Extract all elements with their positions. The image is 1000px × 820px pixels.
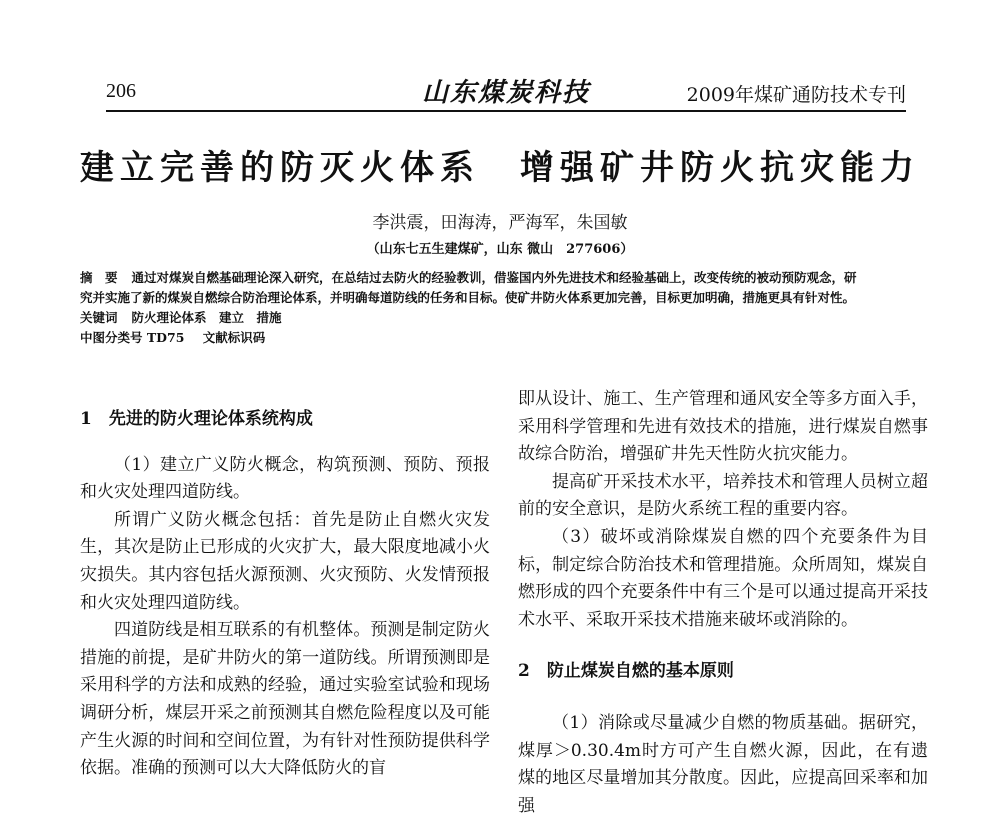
keywords-text: 防火理论体系 建立 措施 <box>131 310 282 325</box>
right-column <box>518 386 928 820</box>
doc-code-label: 文献标识码 <box>202 330 266 345</box>
abstract-line-2: 究并实施了新的煤炭自燃综合防治理论体系，并明确每道防线的任务和目标。使矿井防火体系更加完善，目标更加明确，措施更具有针对性。 <box>80 290 856 305</box>
right-paragraph-1: 即从设计、施工、生产管理和通风安全等多方面入手，采用科学管理和先进有效技术的措施，进行煤炭自燃事故综合防治，增强矿井先天性防火抗灾能力。 <box>518 389 928 465</box>
keywords-label: 关键词 <box>80 310 118 325</box>
journal-name: 山东煤炭科技 <box>421 78 590 108</box>
section-1-heading: 1 先进的防火理论体系统构成 <box>80 409 313 429</box>
keywords-line <box>80 308 920 328</box>
classification-label: 中图分类号 <box>80 330 143 345</box>
right-paragraph-4: （1）消除或尽量减少自燃的物质基础。据研究，煤厚＞0.30.4m时方可产生自燃火源，因此，在有遗煤的地区尽量增加其分散度。因此，应提高回采率和加强 <box>518 712 928 816</box>
left-paragraph-2: 所谓广义防火概念包括：首先是防止自燃火灾发生，其次是防止已形成的火灾扩大，最大限度地减小火灾损失。其内容包括火源预测、火灾预防、火发情预报和火灾处理四道防线。 <box>80 509 490 613</box>
article-title: 建立完善的防灭火体系 增强矿井防火抗灾能力 <box>80 148 920 188</box>
classification-value: TD75 <box>146 330 185 345</box>
left-paragraph-1: （1）建立广义防火概念，构筑预测、预防、预报和火灾处理四道防线。 <box>80 454 490 503</box>
classification-line <box>80 328 920 348</box>
header-rule <box>106 110 906 112</box>
right-paragraph-2: 提高矿开采技术水平，培养技术和管理人员树立超前的安全意识，是防火系统工程的重要内容。 <box>518 471 928 520</box>
authors: 李洪震，田海涛，严海军，朱国敏 <box>372 213 628 233</box>
left-paragraph-3: 四道防线是相互联系的有机整体。预测是制定防火措施的前提，是矿井防火的第一道防线。所谓预测即是采用科学的方法和成熟的经验，通过实验室试验和现场调研分析，煤层开采之前预测其自燃危险程度以及可能产生火源的时间和空间位置，为有针对性预防提供科学依据。准确的预测可以大大降低防火的盲 <box>80 620 490 779</box>
section-2-heading: 2 防止煤炭自燃的基本原则 <box>518 661 734 682</box>
page-header <box>106 72 906 108</box>
affiliation: （山东七五生建煤矿，山东 微山 277606） <box>366 242 634 257</box>
right-paragraph-3: （3）破坏或消除煤炭自燃的四个充要条件为目标，制定综合防治技术和管理措施。众所周知，煤炭自燃形成的四个充要条件中有三个是可以通过提高开采技术水平、采取开采技术措施来破坏或消除的。 <box>518 526 928 630</box>
abstract-block <box>80 268 920 348</box>
page-number: 206 <box>106 80 136 102</box>
abstract-line-1 <box>80 268 920 288</box>
left-column <box>80 388 490 783</box>
issue-title: 2009年煤矿通防技术专刊 <box>686 84 906 106</box>
abstract-label: 摘 要 <box>80 270 118 285</box>
abstract-text-1: 通过对煤炭自燃基础理论深入研究，在总结过去防火的经验教训，借鉴国内外先进技术和经验基础上，改变传统的被动预防观念，研 <box>131 270 857 285</box>
